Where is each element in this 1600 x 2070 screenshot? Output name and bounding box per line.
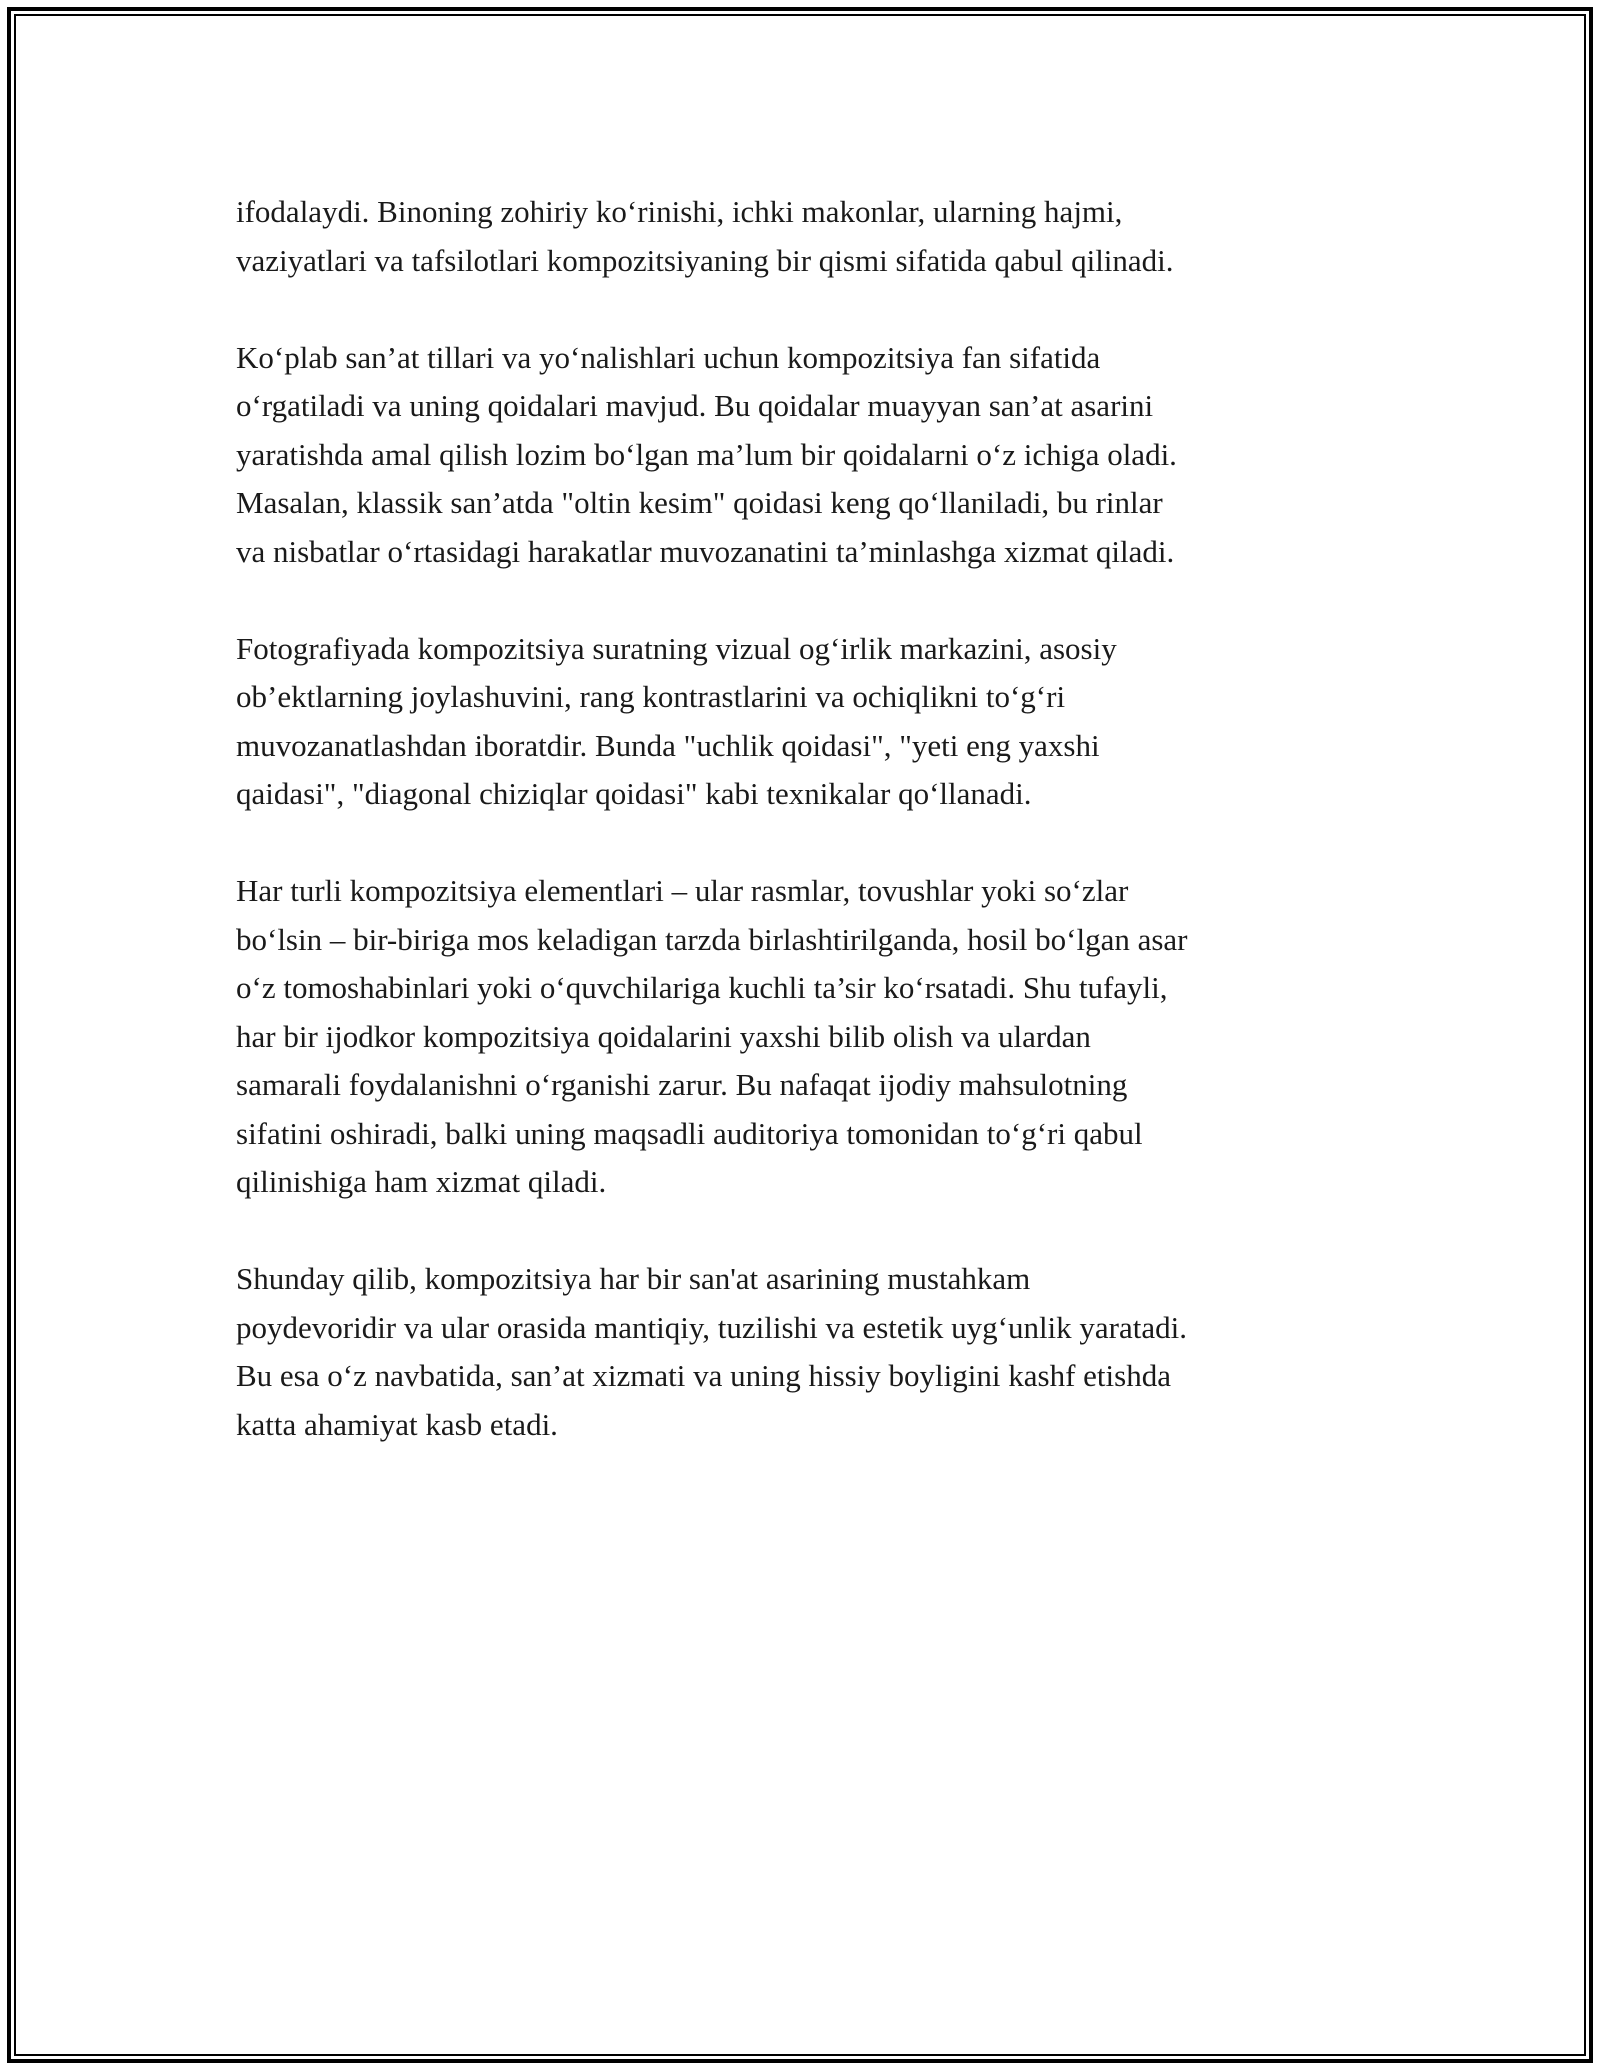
- paragraph: [236, 625, 1366, 819]
- text-line: qilinishiga ham xizmat qiladi.: [236, 1164, 607, 1199]
- paragraph: [236, 867, 1366, 1207]
- text-line: muvozanatlashdan iboratdir. Bunda "uchlik qoidasi", "yeti eng yaxshi: [236, 727, 1100, 763]
- text-line: Bu esa o‘z navbatida, san’at xizmati va uning hissiy boyligini kashf etishda: [236, 1358, 1171, 1393]
- text-line: Masalan, klassik san’atda "oltin kesim" qoidasi keng qo‘llaniladi, bu rinlar: [236, 485, 1163, 520]
- text-line: o‘rgatiladi va uning qoidalari mavjud. Bu qoidalar muayyan san’at asarini: [236, 388, 1154, 423]
- text-line: yaratishda amal qilish lozim bo‘lgan ma’lum bir qoidalarni o‘z ichiga oladi.: [236, 436, 1177, 472]
- document-body: [236, 188, 1366, 1498]
- paragraph: [236, 1255, 1366, 1449]
- text-line: har bir ijodkor kompozitsiya qoidalarini yaxshi bilib olish va ulardan: [236, 1018, 1091, 1054]
- text-line: Ko‘plab san’at tillari va yo‘nalishlari uchun kompozitsiya fan sifatida: [236, 339, 1101, 375]
- text-line: vaziyatlari va tafsilotlari kompozitsiyaning bir qismi sifatida qabul qilinadi.: [236, 242, 1174, 278]
- text-line: bo‘lsin – bir-biriga mos keladigan tarzda birlashtirilganda, hosil bo‘lgan asar: [236, 921, 1188, 957]
- text-line: Shunday qilib, kompozitsiya har bir san'at asarining mustahkam: [236, 1261, 1031, 1296]
- text-line: sifatini oshiradi, balki uning maqsadli auditoriya tomonidan to‘g‘ri qabul: [236, 1115, 1143, 1151]
- text-line: ifodalaydi. Binoning zohiriy ko‘rinishi, ichki makonlar, ularning hajmi,: [236, 194, 1123, 229]
- text-line: va nisbatlar o‘rtasidagi harakatlar muvozanatini ta’minlashga xizmat qiladi.: [236, 533, 1175, 569]
- paragraph: [236, 334, 1366, 577]
- text-line: o‘z tomoshabinlari yoki o‘quvchilariga kuchli ta’sir ko‘rsatadi. Shu tufayli,: [236, 970, 1168, 1005]
- text-line: qaidasi", "diagonal chiziqlar qoidasi" kabi texnikalar qo‘llanadi.: [236, 776, 1032, 811]
- text-line: katta ahamiyat kasb etadi.: [236, 1406, 558, 1442]
- paragraph: [236, 188, 1366, 285]
- text-line: Har turli kompozitsiya elementlari – ular rasmlar, tovushlar yoki so‘zlar: [236, 873, 1129, 908]
- text-line: Fotografiyada kompozitsiya suratning vizual og‘irlik markazini, asosiy: [236, 630, 1117, 666]
- text-line: poydevoridir va ular orasida mantiqiy, tuzilishi va estetik uyg‘unlik yaratadi.: [236, 1309, 1187, 1345]
- text-line: ob’ektlarning joylashuvini, rang kontrastlarini va ochiqlikni to‘g‘ri: [236, 679, 1066, 714]
- text-line: samarali foydalanishni o‘rganishi zarur. Bu nafaqat ijodiy mahsulotning: [236, 1067, 1128, 1102]
